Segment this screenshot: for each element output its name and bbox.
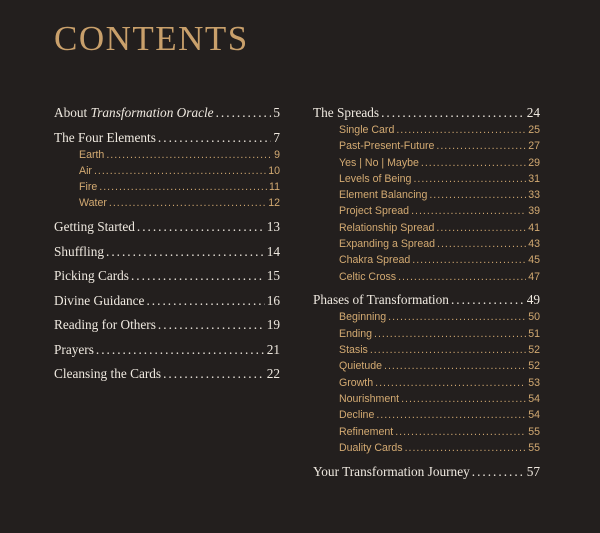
spreads-sublist [339,122,540,285]
toc-entry-prayers[interactable] [54,341,280,359]
dot-leader [94,163,266,179]
toc-page-number: 52 [528,360,540,373]
toc-page-number: 54 [528,392,540,405]
toc-page-number: 55 [528,441,540,454]
toc-entry-label: Nourishment [339,392,400,405]
toc-subentry-nourishment[interactable] [339,391,540,407]
toc-subentry-growth[interactable] [339,375,540,391]
toc-entry-your-transformation-journey[interactable] [313,463,540,481]
dot-leader [376,407,526,423]
toc-entry-four-elements[interactable] [54,129,280,147]
toc-entry-label: Phases of Transformation [313,292,449,308]
toc-entry-label: Getting Started [54,219,135,235]
toc-page-number: 22 [266,366,280,382]
toc-subentry-fire[interactable] [79,179,280,195]
toc-page-number: 24 [526,105,540,120]
toc-page-number: 43 [528,238,540,251]
toc-entry-label: Decline [339,409,375,422]
toc-entry-label: Growth [339,376,374,389]
toc-subentry-stasis[interactable] [339,342,540,358]
dot-leader [216,104,272,122]
toc-entry-label: Expanding a Spread [339,238,436,251]
toc-entry-reading-for-others[interactable] [54,316,280,334]
toc-page-number: 12 [268,197,280,210]
dot-leader [451,291,525,309]
toc-subentry-air[interactable] [79,163,280,179]
toc-entry-label: Refinement [339,425,394,438]
dot-leader [158,129,271,147]
dot-leader [401,391,526,407]
toc-entry-label: Air [79,164,92,177]
contents-right-column [313,104,540,481]
toc-entry-label: Yes | No | Maybe [339,156,419,169]
toc-entry-label: Element Balancing [339,189,428,202]
toc-page-number: 14 [266,243,280,259]
toc-entry-shuffling[interactable] [54,243,280,261]
toc-entry-picking-cards[interactable] [54,267,280,285]
dot-leader [436,138,526,154]
toc-page-number: 51 [528,327,540,340]
dot-leader [411,203,526,219]
toc-page-number: 21 [266,341,280,357]
dot-leader [96,341,265,359]
toc-subentry-water[interactable] [79,195,280,211]
toc-entry-label: Levels of Being [339,172,412,185]
dot-leader [398,269,526,285]
dot-leader [99,179,267,195]
toc-page-number: 57 [526,463,540,479]
dot-leader [131,267,265,285]
toc-page-number: 31 [528,172,540,185]
toc-page-number: 50 [528,311,540,324]
toc-entry-label: Cleansing the Cards [54,366,162,382]
toc-entry-label: Shuffling [54,243,104,259]
toc-page-number: 25 [528,124,540,136]
toc-subentry-celtic-cross[interactable] [339,269,540,285]
toc-entry-about[interactable] [54,104,280,122]
toc-entry-label: The Spreads [313,105,380,120]
elements-sublist [79,147,280,212]
toc-subentry-single-card[interactable] [339,122,540,138]
dot-leader [375,375,526,391]
toc-page-number: 11 [269,181,280,194]
toc-page-number: 53 [528,376,540,389]
toc-page-number: 10 [268,164,280,177]
toc-entry-label: Stasis [339,344,368,357]
contents-left-column [54,104,280,383]
dot-leader [405,440,527,456]
toc-entry-the-spreads[interactable] [313,104,540,122]
toc-entry-label: Reading for Others [54,317,156,333]
dot-leader [413,171,526,187]
toc-entry-cleansing-the-cards[interactable] [54,365,280,383]
toc-entry-label: Project Spread [339,205,410,218]
toc-entry-label: Divine Guidance [54,292,145,308]
page-title: CONTENTS [54,19,249,58]
toc-page-number: 45 [528,254,540,267]
dot-leader [436,220,526,236]
toc-entry-label: Your Transformation Journey [313,463,470,479]
toc-subentry-expanding-a-spread[interactable] [339,236,540,252]
dot-leader [106,147,272,163]
toc-subentry-yes-no-maybe[interactable] [339,155,540,171]
toc-entry-label: Water [79,197,107,210]
toc-subentry-decline[interactable] [339,407,540,423]
dot-leader [421,155,526,171]
toc-entry-label: Prayers [54,341,94,357]
toc-subentry-relationship-spread[interactable] [339,220,540,236]
toc-entry-phases-of-transformation[interactable] [313,291,540,309]
dot-leader [106,243,265,261]
toc-page-number: 39 [528,205,540,218]
dot-leader [388,309,526,325]
toc-subentry-refinement[interactable] [339,424,540,440]
toc-entry-label: Fire [79,181,98,194]
dot-leader [384,358,526,374]
dot-leader [429,187,526,203]
toc-page-number: 29 [528,156,540,169]
dot-leader [109,195,266,211]
phases-sublist [339,309,540,456]
dot-leader [396,122,526,138]
toc-page-number: 19 [266,317,280,333]
toc-page-number: 49 [526,292,540,308]
toc-subentry-chakra-spread[interactable] [339,252,540,268]
toc-entry-label: Earth [79,148,105,161]
toc-subentry-beginning[interactable] [339,309,540,325]
dot-leader [137,218,265,236]
dot-leader [395,424,526,440]
toc-entry-label: Quietude [339,360,382,373]
toc-subentry-quietude[interactable] [339,358,540,374]
toc-page-number: 55 [528,425,540,438]
toc-entry-label: Beginning [339,311,387,324]
dot-leader [472,463,525,481]
toc-page-number: 54 [528,409,540,422]
toc-entry-label: The Four Elements [54,129,156,145]
toc-subentry-earth[interactable] [79,147,280,163]
toc-page-number: 7 [273,129,280,145]
toc-page-number: 52 [528,344,540,357]
toc-page-number: 33 [528,189,540,202]
toc-entry-label: Picking Cards [54,268,129,284]
toc-subentry-duality-cards[interactable] [339,440,540,456]
toc-page-number: 27 [528,140,540,153]
dot-leader [163,365,265,383]
toc-entry-divine-guidance[interactable] [54,292,280,310]
toc-subentry-ending[interactable] [339,326,540,342]
toc-entry-label: Celtic Cross [339,270,397,283]
toc-subentry-past-present-future[interactable] [339,138,540,154]
toc-entry-label: Duality Cards [339,441,403,454]
toc-entry-label: Past-Present-Future [339,140,435,153]
dot-leader [370,342,526,358]
toc-entry-label: About Transformation Oracle [54,105,214,120]
toc-page-number: 15 [266,268,280,284]
dot-leader [412,252,526,268]
toc-page-number: 5 [273,105,280,120]
toc-page-number: 16 [266,292,280,308]
dot-leader [158,316,265,334]
toc-subentry-levels-of-being[interactable] [339,171,540,187]
toc-subentry-element-balancing[interactable] [339,187,540,203]
toc-page-number: 47 [528,270,540,283]
dot-leader [437,236,526,252]
dot-leader [381,104,525,122]
toc-subentry-project-spread[interactable] [339,203,540,219]
toc-page-number: 9 [274,148,280,161]
dot-leader [374,326,526,342]
toc-entry-label: Relationship Spread [339,221,435,234]
toc-entry-label: Chakra Spread [339,254,411,267]
toc-page-number: 41 [528,221,540,234]
toc-entry-getting-started[interactable] [54,218,280,236]
toc-page-number: 13 [266,219,280,235]
toc-entry-label: Single Card [339,124,395,136]
dot-leader [146,292,264,310]
toc-entry-label: Ending [339,327,372,340]
